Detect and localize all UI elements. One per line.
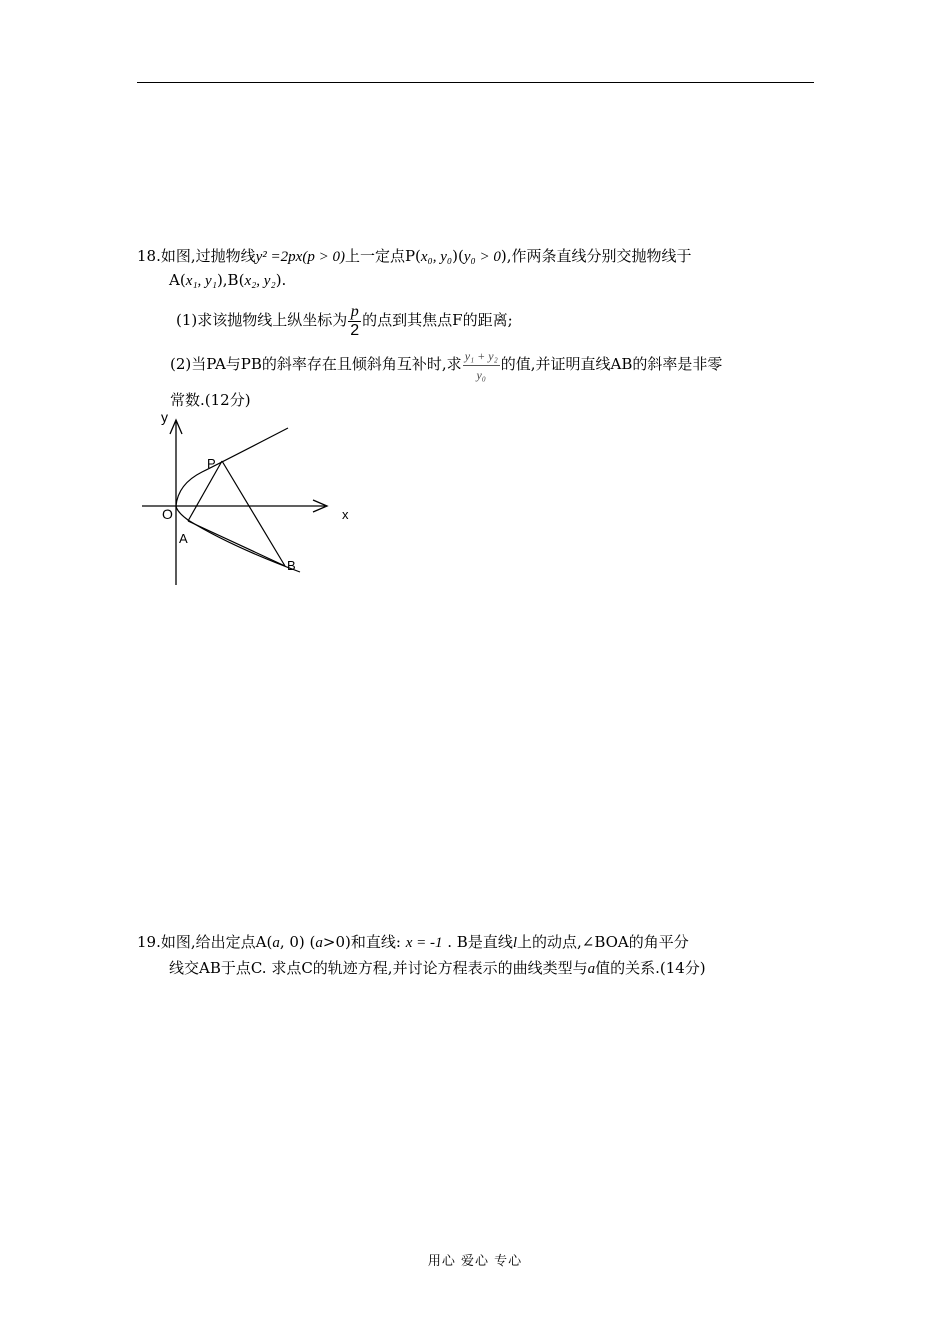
q18-part-1: (1)求该抛物线上纵坐标为 $\frac{p}{2}$ 的点到其焦点F的距离; [176, 302, 513, 339]
q18-line-1: 18.如图,过抛物线y² =2px(p > 0)上一定点P(x₀, y₀)(y₀ > 0),作两条直线分别交抛物线于 [137, 247, 692, 265]
q18-part-2: (2)当PA与PB的斜率存在且倾斜角互补时,求 $\frac{\text{y₁ + y₂}}{\text{y₀}}$ 的值,并证明直线AB的斜率是非零 [170, 348, 723, 382]
parabola-lower-branch [176, 506, 300, 572]
y0-condition: y₀ > 0 [463, 249, 501, 265]
line-equation: x = -1 [405, 935, 443, 951]
q18-number: 18. [137, 247, 161, 265]
header-rule [137, 82, 814, 83]
parabola-upper-branch [176, 428, 288, 506]
label-x: x [342, 507, 349, 522]
label-p: P [207, 456, 216, 471]
q18-part-2-cont: 常数.(12分) [170, 391, 251, 409]
label-origin: O [162, 506, 173, 522]
label-y: y [161, 409, 168, 425]
page-footer: 用心 爱心 专心 [427, 1254, 523, 1269]
point-p-coords: x₀, y₀ [420, 249, 453, 265]
q19-line-2: 线交AB于点C. 求点C的轨迹方程,并讨论方程表示的曲线类型与a值的关系.(14分) [169, 959, 706, 977]
label-a: A [179, 531, 188, 546]
label-b: B [287, 558, 296, 573]
parabola-equation: y² =2px(p > 0) [255, 249, 345, 265]
fraction-p-over-2: $\frac{p}{2}$ [350, 302, 360, 339]
q19-line-1: 19.如图,给出定点A(a, 0) (a>0)和直线: x = -1 . B是直线l上的动点,∠BOA的角平分 [137, 933, 689, 951]
point-a-coords: x₁, y₁ [185, 273, 217, 289]
line-ab [188, 521, 285, 566]
line-pb [222, 461, 285, 566]
q18-line-2: A(x₁, y₁),B(x₂, y₂). [169, 271, 287, 289]
q19-number: 19. [137, 933, 161, 951]
parabola-figure [130, 400, 370, 600]
point-b-coords: x₂, y₂ [244, 273, 276, 289]
fraction-y1-plus-y2-over-y0: $\frac{\text{y₁ + y₂}}{\text{y₀}}$ [464, 348, 498, 382]
